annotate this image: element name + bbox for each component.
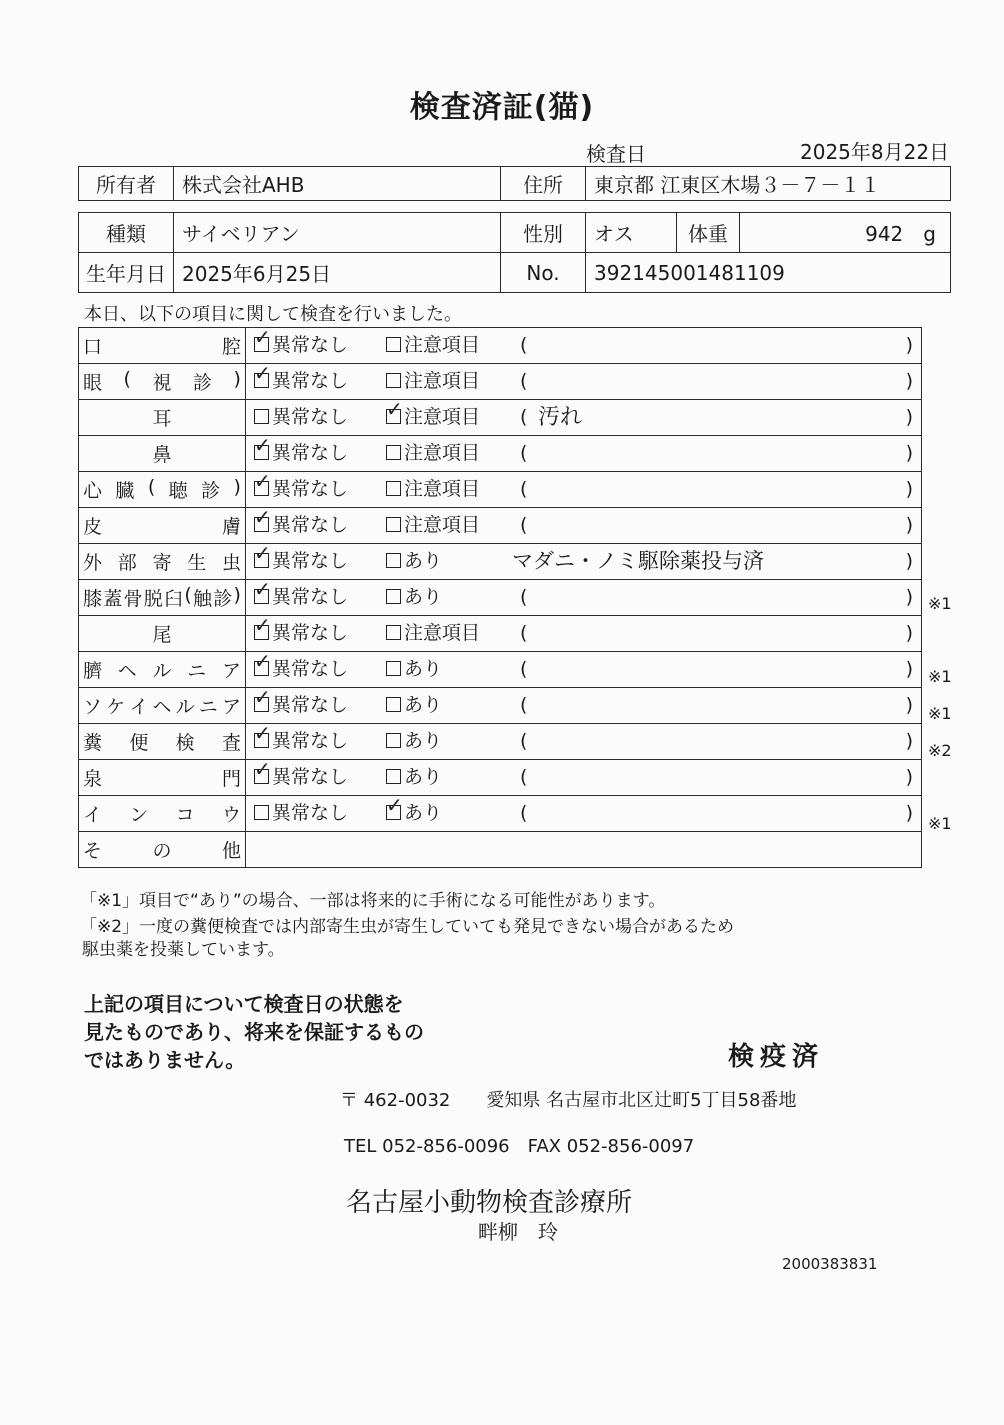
exam-item-name: 心 臓 ( 聴 診 ) bbox=[83, 476, 241, 502]
checkbox-icon[interactable] bbox=[254, 769, 269, 784]
option-label: あり bbox=[404, 694, 443, 716]
exam-item-label bbox=[79, 616, 246, 652]
address-label: 住所 bbox=[501, 167, 586, 201]
close-paren: ) bbox=[905, 766, 913, 788]
exam-item-label bbox=[79, 580, 246, 616]
option-label: 異常なし bbox=[272, 622, 349, 644]
exam-row bbox=[79, 580, 922, 616]
exam-item-label bbox=[79, 688, 246, 724]
exam-row bbox=[79, 472, 922, 508]
open-paren: ( bbox=[520, 802, 528, 824]
checkbox-icon[interactable] bbox=[254, 517, 269, 532]
option-normal[interactable] bbox=[254, 472, 348, 507]
checkbox-icon[interactable] bbox=[386, 517, 401, 532]
checkbox-icon[interactable] bbox=[254, 337, 269, 352]
exam-row bbox=[79, 724, 922, 760]
exam-row bbox=[79, 616, 922, 652]
option-label: あり bbox=[404, 766, 443, 788]
exam-result-cell bbox=[246, 328, 922, 364]
document-number: 2000383831 bbox=[782, 1255, 878, 1273]
intro-text: 本日、以下の項目に関して検査を行いました。 bbox=[84, 304, 462, 325]
option-normal[interactable] bbox=[254, 508, 348, 543]
option-caution[interactable] bbox=[386, 724, 442, 759]
exam-row bbox=[79, 364, 922, 400]
exam-result-cell bbox=[246, 544, 922, 580]
option-normal[interactable] bbox=[254, 760, 348, 795]
exam-item-name: イ ン コ ウ bbox=[83, 804, 241, 826]
option-label: 異常なし bbox=[272, 334, 349, 356]
checkbox-icon[interactable] bbox=[254, 553, 269, 568]
exam-detail: 汚れ bbox=[538, 405, 583, 430]
exam-result-cell bbox=[246, 400, 922, 436]
open-paren: ( bbox=[520, 478, 528, 500]
exam-item-name: 膝 蓋 骨 脱 臼 ( 触 診 ) bbox=[83, 584, 241, 610]
option-caution[interactable] bbox=[386, 508, 480, 543]
pet-table bbox=[78, 212, 951, 293]
option-label: 注意項目 bbox=[404, 442, 481, 464]
option-label: 異常なし bbox=[272, 766, 349, 788]
exam-item-label bbox=[79, 400, 246, 436]
open-paren: ( bbox=[520, 370, 528, 392]
open-paren: ( bbox=[520, 334, 528, 356]
exam-row bbox=[79, 760, 922, 796]
exam-item-label bbox=[79, 796, 246, 832]
option-label: 異常なし bbox=[272, 550, 349, 572]
exam-item-name: 泉 門 bbox=[83, 768, 241, 790]
close-paren: ) bbox=[905, 550, 913, 572]
option-normal[interactable] bbox=[254, 580, 348, 615]
exam-row bbox=[79, 652, 922, 688]
footnote-mark: ※1 bbox=[928, 704, 952, 723]
disclaimer-line-1: 上記の項目について検査日の状態を bbox=[84, 992, 404, 1016]
close-paren: ) bbox=[905, 586, 913, 608]
note-2: 「※2」一度の糞便検査では内部寄生虫が寄生していても発見できない場合があるため bbox=[80, 917, 735, 937]
exam-detail: マダニ・ノミ駆除薬投与済 bbox=[512, 549, 764, 573]
checkbox-icon[interactable] bbox=[386, 805, 401, 820]
checkbox-icon[interactable] bbox=[386, 625, 401, 640]
close-paren: ) bbox=[905, 658, 913, 680]
close-paren: ) bbox=[905, 442, 913, 464]
option-label: 異常なし bbox=[272, 370, 349, 392]
close-paren: ) bbox=[905, 370, 913, 392]
option-label: 異常なし bbox=[272, 514, 349, 536]
checkbox-icon[interactable] bbox=[386, 373, 401, 388]
checkbox-icon[interactable] bbox=[254, 373, 269, 388]
option-normal[interactable] bbox=[254, 328, 348, 363]
checkbox-icon[interactable] bbox=[386, 661, 401, 676]
exam-item-label bbox=[79, 652, 246, 688]
open-paren: ( bbox=[520, 622, 528, 644]
option-label: 異常なし bbox=[272, 406, 349, 428]
option-caution[interactable] bbox=[386, 796, 442, 831]
owner-value: 株式会社AHB bbox=[174, 167, 501, 201]
exam-result-cell bbox=[246, 688, 922, 724]
type-label: 種類 bbox=[79, 213, 174, 253]
open-paren: ( bbox=[520, 658, 528, 680]
checkbox-icon[interactable] bbox=[254, 589, 269, 604]
checkbox-icon[interactable] bbox=[386, 697, 401, 712]
option-label: 異常なし bbox=[272, 658, 349, 680]
weight-label: 体重 bbox=[677, 213, 740, 253]
close-paren: ) bbox=[905, 478, 913, 500]
option-caution[interactable] bbox=[386, 652, 442, 687]
checkbox-icon[interactable] bbox=[254, 481, 269, 496]
option-caution[interactable] bbox=[386, 436, 480, 471]
document-title: 検査済証(猫) bbox=[409, 90, 595, 125]
open-paren: ( bbox=[520, 730, 528, 752]
option-caution[interactable] bbox=[386, 760, 442, 795]
option-label: 異常なし bbox=[272, 802, 349, 824]
no-value: 392145001481109 bbox=[586, 253, 951, 293]
inspection-date-label: 検査日 bbox=[586, 142, 646, 166]
exam-item-name: 眼 ( 視 診 ) bbox=[83, 368, 241, 394]
exam-row bbox=[79, 508, 922, 544]
checkbox-icon[interactable] bbox=[254, 661, 269, 676]
option-normal[interactable] bbox=[254, 400, 348, 435]
checkbox-icon[interactable] bbox=[254, 805, 269, 820]
exam-result-cell bbox=[246, 760, 922, 796]
exam-row bbox=[79, 796, 922, 832]
sex-label: 性別 bbox=[501, 213, 586, 253]
checkbox-icon[interactable] bbox=[386, 481, 401, 496]
dob-label: 生年月日 bbox=[79, 253, 174, 293]
veterinarian-name: 畔柳 玲 bbox=[478, 1220, 558, 1244]
weight-unit: g bbox=[923, 222, 936, 246]
no-label: No. bbox=[501, 253, 586, 293]
close-paren: ) bbox=[905, 694, 913, 716]
option-label: 注意項目 bbox=[404, 478, 481, 500]
exam-result-cell bbox=[246, 436, 922, 472]
dob-value: 2025年6月25日 bbox=[174, 253, 501, 293]
option-normal[interactable] bbox=[254, 364, 348, 399]
option-label: 異常なし bbox=[272, 442, 349, 464]
option-caution[interactable] bbox=[386, 616, 480, 651]
option-normal[interactable] bbox=[254, 544, 348, 579]
quarantine-stamp: 検疫済 bbox=[728, 1042, 825, 1072]
exam-item-label bbox=[79, 724, 246, 760]
other-label: そ の 他 bbox=[83, 840, 241, 862]
inspection-date: 2025年8月22日 bbox=[800, 140, 950, 164]
option-caution[interactable] bbox=[386, 544, 442, 579]
exam-item-label bbox=[79, 328, 246, 364]
owner-label: 所有者 bbox=[79, 167, 174, 201]
exam-result-cell bbox=[246, 508, 922, 544]
option-label: 注意項目 bbox=[404, 334, 481, 356]
checkbox-icon[interactable] bbox=[254, 409, 269, 424]
option-caution[interactable] bbox=[386, 400, 480, 435]
checkbox-icon[interactable] bbox=[386, 337, 401, 352]
exam-row-other bbox=[79, 832, 922, 868]
exam-item-name: ソ ケ イ ヘ ル ニ ア bbox=[83, 696, 241, 718]
open-paren: ( bbox=[520, 406, 528, 428]
exam-item-label bbox=[79, 364, 246, 400]
open-paren: ( bbox=[520, 586, 528, 608]
option-label: 注意項目 bbox=[404, 514, 481, 536]
exam-table bbox=[78, 327, 922, 868]
option-normal[interactable] bbox=[254, 796, 348, 831]
footnote-mark: ※1 bbox=[928, 814, 952, 834]
open-paren: ( bbox=[520, 514, 528, 536]
close-paren: ) bbox=[905, 514, 913, 536]
exam-result-cell bbox=[246, 580, 922, 616]
checkbox-icon[interactable] bbox=[254, 733, 269, 748]
option-label: 異常なし bbox=[272, 730, 349, 752]
exam-item-label bbox=[79, 472, 246, 508]
option-caution[interactable] bbox=[386, 472, 480, 507]
clinic-address: 〒 462-0032 愛知県 名古屋市北区辻町5丁目58番地 bbox=[340, 1090, 797, 1111]
checkbox-icon[interactable] bbox=[254, 445, 269, 460]
exam-row bbox=[79, 328, 922, 364]
option-normal[interactable] bbox=[254, 688, 348, 723]
option-label: あり bbox=[404, 586, 443, 608]
option-caution[interactable] bbox=[386, 688, 442, 723]
exam-item-label bbox=[79, 760, 246, 796]
option-label: あり bbox=[404, 550, 443, 572]
exam-item-name: 尾 bbox=[152, 624, 172, 646]
checkbox-icon[interactable] bbox=[386, 553, 401, 568]
exam-item-name: 外 部 寄 生 虫 bbox=[83, 552, 241, 574]
exam-result-cell bbox=[246, 796, 922, 832]
footnote-mark: ※1 bbox=[928, 667, 952, 687]
option-label: 注意項目 bbox=[404, 406, 481, 428]
close-paren: ) bbox=[905, 406, 913, 428]
exam-item-label bbox=[79, 508, 246, 544]
other-label-cell bbox=[79, 832, 246, 868]
exam-row bbox=[79, 436, 922, 472]
option-caution[interactable] bbox=[386, 580, 442, 615]
exam-item-name: 臍 ヘ ル ニ ア bbox=[83, 660, 241, 682]
note-1: 「※1」項目で“あり”の場合、一部は将来的に手術になる可能性があります。 bbox=[80, 891, 666, 911]
exam-item-name: 鼻 bbox=[152, 444, 172, 466]
checkbox-icon[interactable] bbox=[386, 409, 401, 424]
exam-item-name: 口 腔 bbox=[83, 336, 241, 358]
option-label: 異常なし bbox=[272, 586, 349, 608]
exam-row bbox=[79, 400, 922, 436]
exam-item-name: 皮 膚 bbox=[83, 516, 241, 538]
exam-row bbox=[79, 544, 922, 580]
option-label: 注意項目 bbox=[404, 622, 481, 644]
exam-result-cell bbox=[246, 472, 922, 508]
address-value: 東京都 江東区木場３－７－１１ bbox=[586, 167, 951, 201]
type-value: サイベリアン bbox=[174, 213, 501, 253]
exam-result-cell bbox=[246, 724, 922, 760]
exam-item-name: 耳 bbox=[152, 408, 172, 430]
option-label: あり bbox=[404, 730, 443, 752]
exam-item-label bbox=[79, 436, 246, 472]
exam-row bbox=[79, 688, 922, 724]
option-normal[interactable] bbox=[254, 724, 348, 759]
disclaimer-line-2: 見たものであり、将来を保証するもの bbox=[84, 1020, 424, 1044]
option-caution[interactable] bbox=[386, 328, 480, 363]
sex-value: オス bbox=[586, 213, 677, 253]
note-3: 駆虫薬を投薬しています。 bbox=[82, 940, 285, 960]
close-paren: ) bbox=[905, 730, 913, 752]
close-paren: ) bbox=[905, 802, 913, 824]
weight-cell bbox=[740, 213, 951, 253]
open-paren: ( bbox=[520, 694, 528, 716]
footnote-mark: ※2 bbox=[928, 740, 952, 760]
checkbox-icon[interactable] bbox=[386, 733, 401, 748]
checkbox-icon[interactable] bbox=[386, 769, 401, 784]
checkbox-icon[interactable] bbox=[254, 625, 269, 640]
disclaimer-line-3: ではありません。 bbox=[84, 1048, 246, 1072]
close-paren: ) bbox=[905, 334, 913, 356]
checkbox-icon[interactable] bbox=[386, 589, 401, 604]
clinic-name: 名古屋小動物検査診療所 bbox=[346, 1188, 633, 1218]
exam-result-cell bbox=[246, 364, 922, 400]
exam-item-name: 糞 便 検 査 bbox=[83, 732, 241, 754]
open-paren: ( bbox=[520, 766, 528, 788]
option-normal[interactable] bbox=[254, 616, 348, 651]
option-caution[interactable] bbox=[386, 364, 480, 399]
footnote-mark: ※1 bbox=[928, 593, 952, 613]
option-normal[interactable] bbox=[254, 652, 348, 687]
checkbox-icon[interactable] bbox=[254, 697, 269, 712]
exam-item-label bbox=[79, 544, 246, 580]
option-label: 異常なし bbox=[272, 478, 349, 500]
open-paren: ( bbox=[520, 442, 528, 464]
exam-result-cell bbox=[246, 616, 922, 652]
weight-value: 942 bbox=[865, 222, 904, 246]
option-label: 異常なし bbox=[272, 694, 349, 716]
other-value[interactable] bbox=[246, 832, 922, 868]
owner-table bbox=[78, 166, 951, 201]
clinic-tel-fax: TEL 052-856-0096 FAX 052-856-0097 bbox=[344, 1136, 695, 1157]
close-paren: ) bbox=[905, 622, 913, 644]
option-label: あり bbox=[404, 802, 443, 824]
option-label: あり bbox=[404, 658, 443, 680]
checkbox-icon[interactable] bbox=[386, 445, 401, 460]
exam-result-cell bbox=[246, 652, 922, 688]
option-label: 注意項目 bbox=[404, 370, 481, 392]
option-normal[interactable] bbox=[254, 436, 348, 471]
